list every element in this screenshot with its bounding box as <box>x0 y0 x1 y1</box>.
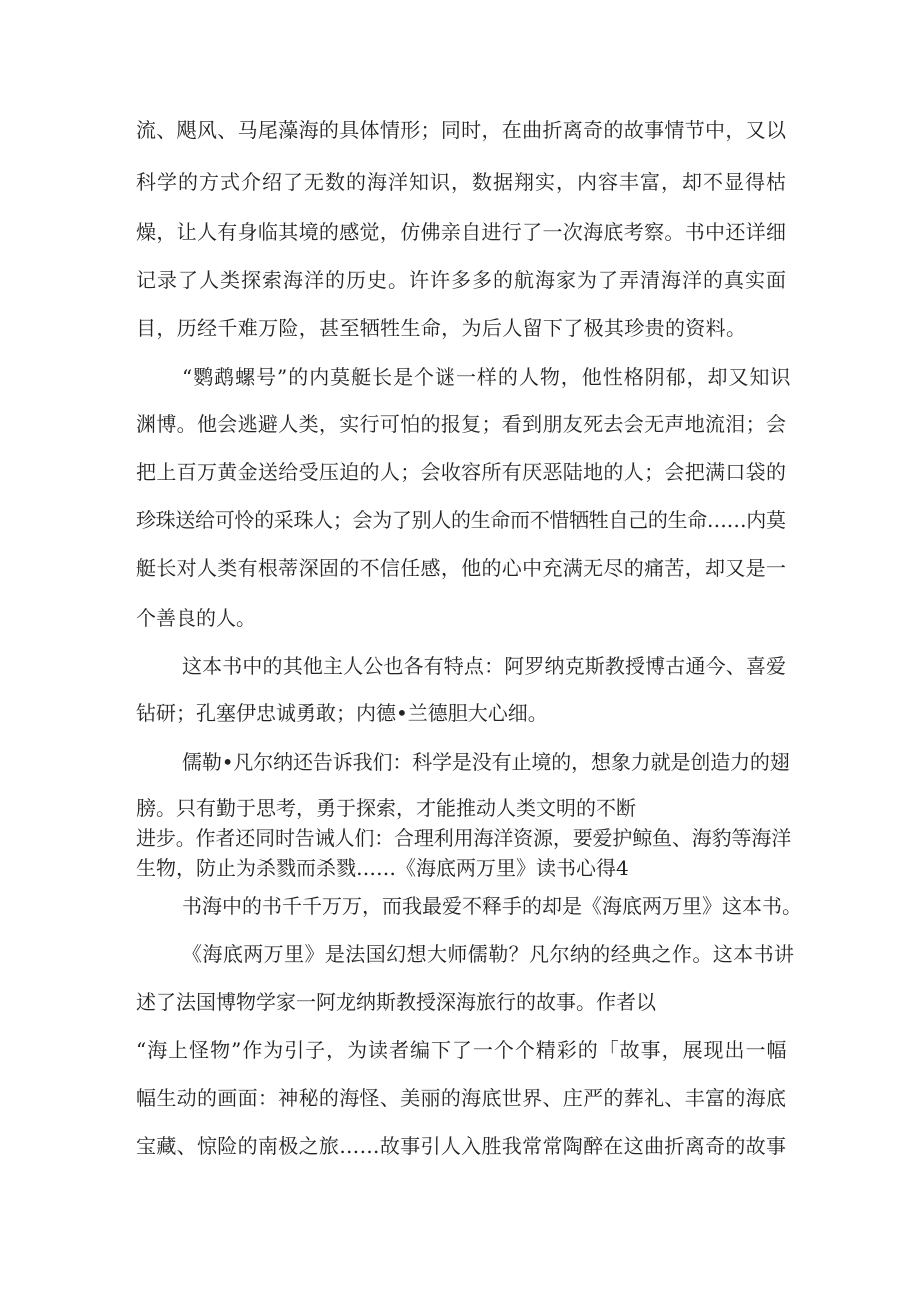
text-line: 进步。作者还同时告诫人们：合理利用海洋资源，要爱护鲸鱼、海豹等海洋 <box>136 826 792 850</box>
text-line: 记录了人类探索海洋的历史。许许多多的航海家为了弄清海洋的真实面 <box>136 268 787 292</box>
text-line: 燥，让人有身临其境的感觉，仿佛亲自进行了一次海底考察。书中还详细 <box>136 220 787 244</box>
text-line: 宝藏、惊险的南极之旅……故事引人入胜我常常陶醉在这曲折离奇的故事 <box>136 1134 787 1158</box>
text-line: 述了法国博物学家一阿龙纳斯教授深海旅行的故事。作者以 <box>136 990 656 1014</box>
text-line: 把上百万黄金送给受压迫的人；会收容所有厌恶陆地的人；会把满口袋的 <box>136 460 787 484</box>
text-line: 流、飓风、马尾藻海的具体情形；同时，在曲折离奇的故事情节中，又以 <box>136 118 787 142</box>
text-line: 目，历经千难万险，甚至牺牲生命，为后人留下了极其珍贵的资料。 <box>136 316 747 340</box>
text-line: “海上怪物”作为引子，为读者编下了一个个精彩的「故事，展现出一幅 <box>136 1038 788 1062</box>
text-line: 《海底两万里》是法国幻想大师儒勒？凡尔纳的经典之作。这本书讲 <box>182 942 795 966</box>
text-line: 书海中的书千千万万，而我最爱不释手的却是《海底两万里》这本书。 <box>182 894 802 918</box>
text-line: “鹦鹉螺号”的内莫艇长是个谜一样的人物，他性格阴郁，却又知识 <box>182 365 792 389</box>
text-line: 钻研；孔塞伊忠诚勇敢；内德•兰德胆大心细。 <box>136 701 548 725</box>
text-line: 生物，防止为杀戮而杀戮……《海底两万里》读书心得4 <box>136 856 629 880</box>
text-line: 珍珠送给可怜的采珠人；会为了别人的生命而不惜牺牲自己的生命……内莫 <box>136 508 786 532</box>
text-line: 幅生动的画面：神秘的海怪、美丽的海底世界、庄严的葬礼、丰富的海底 <box>136 1086 787 1110</box>
text-line: 渊博。他会逃避人类，实行可怕的报复；看到朋友死去会无声地流泪；会 <box>136 412 787 436</box>
text-line: 儒勒•凡尔纳还告诉我们：科学是没有止境的，想象力就是创造力的翅 <box>182 750 790 774</box>
text-line: 个善良的人。 <box>136 606 256 630</box>
text-line: 艇长对人类有根蒂深固的不信任感，他的心中充满无尽的痛苦，却又是一 <box>136 556 787 580</box>
text-line: 这本书中的其他主人公也各有特点：阿罗纳克斯教授博古通今、喜爱 <box>182 654 787 678</box>
text-line: 膀。只有勤于思考，勇于探索，才能推动人类文明的不断 <box>136 796 636 820</box>
text-line: 科学的方式介绍了无数的海洋知识，数据翔实，内容丰富，却不显得枯 <box>136 170 787 194</box>
